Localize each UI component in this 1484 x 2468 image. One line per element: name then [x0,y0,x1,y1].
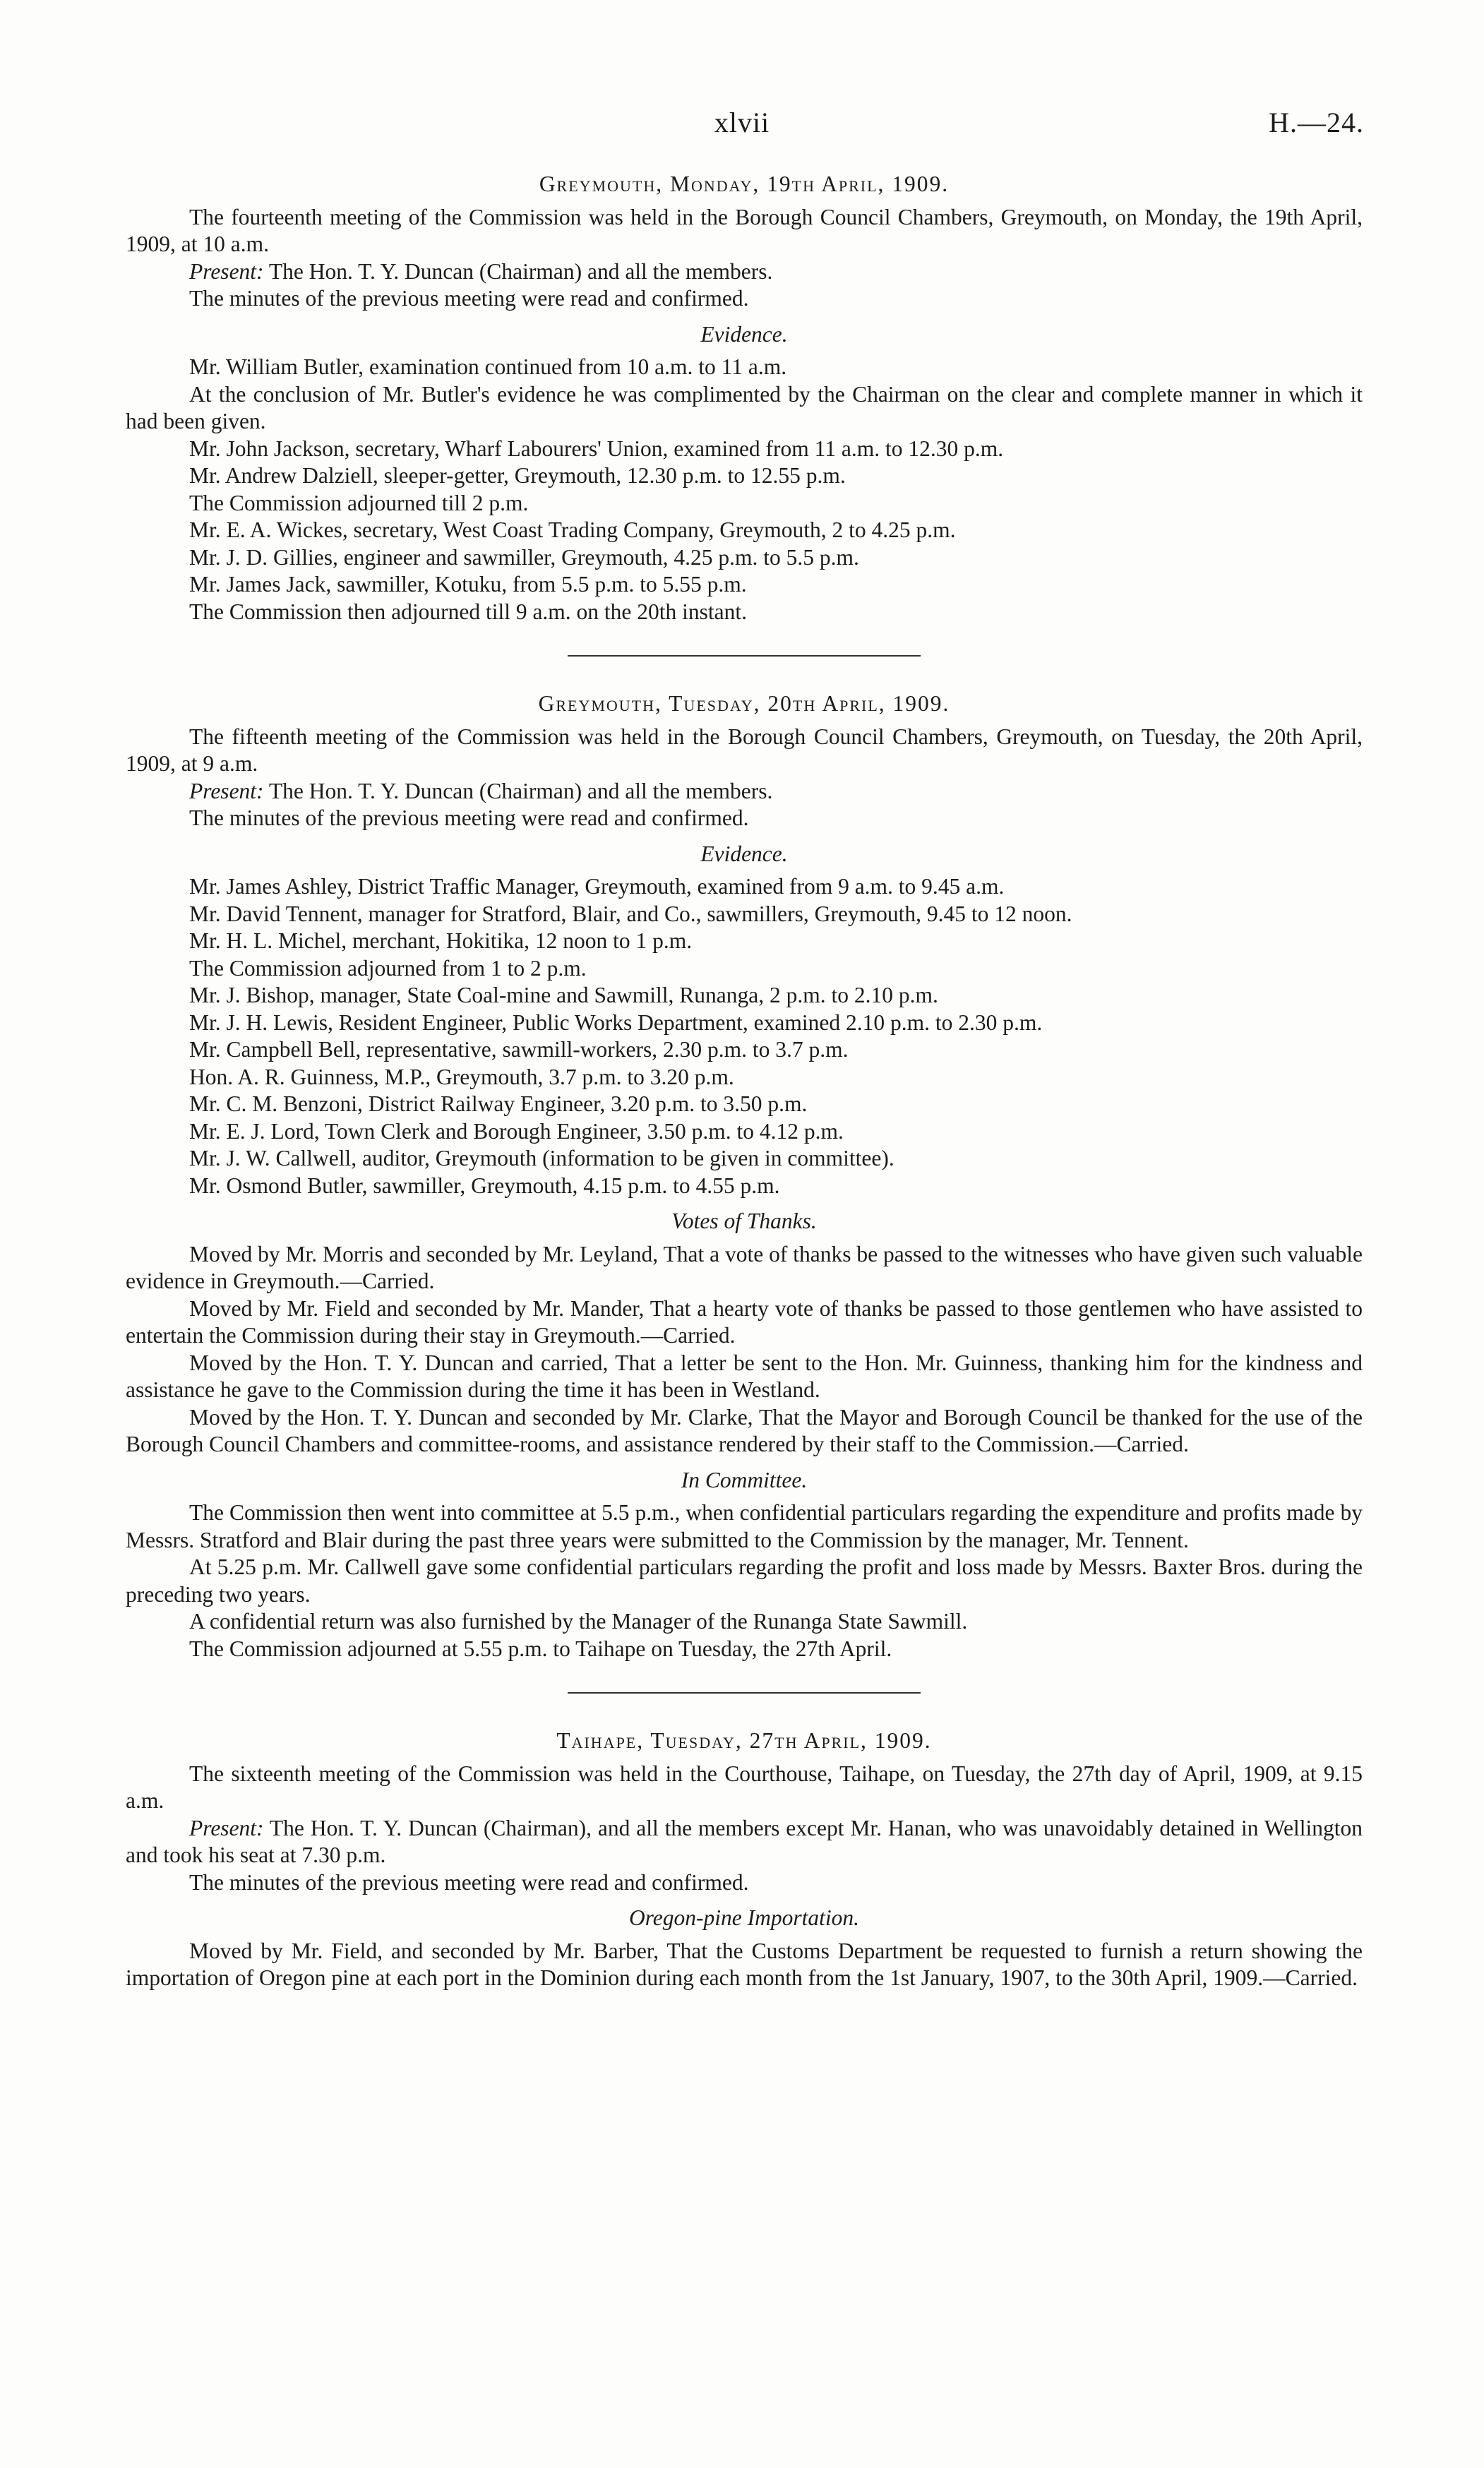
section-divider [568,1692,921,1694]
paragraph: At 5.25 p.m. Mr. Callwell gave some confidential particulars regarding the profit and loss made by Messrs. Baxter Bros. during the preceding two years. [126,1555,1363,1607]
paragraph: The minutes of the previous meeting were read and confirmed. [189,286,749,311]
paragraph: Hon. A. R. Guinness, M.P., Greymouth, 3.7 p.m. to 3.20 p.m. [189,1064,734,1089]
paragraph: Mr. E. J. Lord, Town Clerk and Borough Engineer, 3.50 p.m. to 4.12 p.m. [189,1118,844,1144]
paragraph: Mr. Campbell Bell, representative, sawmill-workers, 2.30 p.m. to 3.7 p.m. [189,1037,849,1062]
paragraph: At the conclusion of Mr. Butler's evidence he was complimented by the Chairman on the clear and complete manner in which it had been given. [126,381,1363,433]
paragraph: The Commission then adjourned till 9 a.m. on the 20th instant. [189,599,748,624]
section-divider [568,655,921,657]
paragraph: Mr. H. L. Michel, merchant, Hokitika, 12 noon to 1 p.m. [189,928,693,953]
paragraph: The fifteenth meeting of the Commission was held in the Borough Council Chambers, Greymouth, on Tuesday, the 20th April, 1909, at 9 a.m. [126,724,1363,776]
subsection-heading: In Committee. [681,1467,808,1492]
paragraph [126,778,1363,805]
page-header [0,106,1484,155]
paragraph: Mr. J. H. Lewis, Resident Engineer, Public Works Department, examined 2.10 p.m. to 2.30 p.m. [189,1010,1043,1035]
paragraph: Mr. C. M. Benzoni, District Railway Engineer, 3.20 p.m. to 3.50 p.m. [189,1091,808,1116]
paragraph: Mr. Osmond Butler, sawmiller, Greymouth, 4.15 p.m. to 4.55 p.m. [189,1173,780,1198]
subsection-heading: Oregon-pine Importation. [628,1905,860,1930]
subsection-heading: Votes of Thanks. [671,1209,817,1233]
document-body [126,171,1363,1992]
subsection-heading: Evidence. [700,321,788,347]
paragraph: Moved by the Hon. T. Y. Duncan and seconded by Mr. Clarke, That the Mayor and Borough Council be thanked for the use of the Borough Council Chambers and committee-rooms, and assistance rendered by their staff to the Commission.—Carried. [126,1404,1363,1456]
present-label: Present: [189,1815,264,1840]
paragraph: The Commission adjourned from 1 to 2 p.m. [189,955,587,981]
present-text: The Hon. T. Y. Duncan (Chairman), and all the members except Mr. Hanan, who was unavoidably detained in Wellington and took his seat at 7.30 p.m. [126,1815,1363,1867]
paragraph [126,258,1363,286]
present-text: The Hon. T. Y. Duncan (Chairman) and all the members. [263,258,773,284]
paragraph: Mr. David Tennent, manager for Stratford, Blair, and Co., sawmillers, Greymouth, 9.45 to 12 noon. [189,901,1072,926]
paragraph: Mr. James Jack, sawmiller, Kotuku, from 5.5 p.m. to 5.55 p.m. [189,572,747,597]
paragraph: Mr. John Jackson, secretary, Wharf Labourers' Union, examined from 11 a.m. to 12.30 p.m. [189,436,1004,461]
section-title: Taihape, Tuesday, 27th April, 1909. [556,1728,932,1753]
paragraph: The minutes of the previous meeting were read and confirmed. [189,1869,749,1895]
document-reference: H.—24. [1269,107,1364,138]
present-label: Present: [189,778,264,803]
paragraph: The fourteenth meeting of the Commission was held in the Borough Council Chambers, Greymouth, on Monday, the 19th April, 1909, at 10 a.m. [126,204,1363,256]
paragraph: Mr. William Butler, examination continued from 10 a.m. to 11 a.m. [189,354,787,379]
present-text: The Hon. T. Y. Duncan (Chairman) and all the members. [263,778,773,803]
paragraph: Mr. J. Bishop, manager, State Coal-mine and Sawmill, Runanga, 2 p.m. to 2.10 p.m. [189,983,938,1007]
paragraph: Moved by Mr. Morris and seconded by Mr. Leyland, That a vote of thanks be passed to the witnesses who have given such valuable evidence in Greymouth.—Carried. [126,1241,1363,1293]
meeting-section [126,690,1363,1663]
paragraph: Moved by the Hon. T. Y. Duncan and carried, That a letter be sent to the Hon. Mr. Guinness, thanking him for the kindness and assistance he gave to the Commission during the time it has been in Westland. [126,1350,1363,1402]
paragraph: Moved by Mr. Field and seconded by Mr. Mander, That a hearty vote of thanks be passed to those gentlemen who have assisted to entertain the Commission during their stay in Greymouth.—Carried. [126,1295,1363,1348]
paragraph: Mr. James Ashley, District Traffic Manager, Greymouth, examined from 9 a.m. to 9.45 a.m. [189,874,1005,899]
meeting-section [126,171,1363,625]
paragraph [126,1815,1363,1869]
section-title: Greymouth, Tuesday, 20th April, 1909. [538,691,950,716]
paragraph: Moved by Mr. Field, and seconded by Mr. Barber, That the Customs Department be requested to furnish a return showing the importation of Oregon pine at each port in the Dominion during each month from the 1st January, 1907, to the 30th April, 1909.—Carried. [126,1938,1363,1990]
paragraph: The Commission then went into committee at 5.5 p.m., when confidential particulars regarding the expenditure and profits made by Messrs. Stratford and Blair during the past three years were submitted to the Commission by the manager, Mr. Tennent. [126,1500,1363,1552]
paragraph: Mr. J. D. Gillies, engineer and sawmiller, Greymouth, 4.25 p.m. to 5.5 p.m. [189,544,859,570]
paragraph: Mr. E. A. Wickes, secretary, West Coast Trading Company, Greymouth, 2 to 4.25 p.m. [189,517,956,542]
paragraph: The Commission adjourned at 5.55 p.m. to Taihape on Tuesday, the 27th April. [189,1636,892,1661]
section-title: Greymouth, Monday, 19th April, 1909. [539,172,950,196]
page-number: xlvii [714,107,770,138]
paragraph: The minutes of the previous meeting were read and confirmed. [189,805,749,830]
paragraph: Mr. J. W. Callwell, auditor, Greymouth (information to be given in committee). [189,1146,894,1170]
paragraph: A confidential return was also furnished by the Manager of the Runanga State Sawmill. [189,1609,968,1634]
subsection-heading: Evidence. [700,841,788,866]
paragraph: Mr. Andrew Dalziell, sleeper-getter, Greymouth, 12.30 p.m. to 12.55 p.m. [189,463,846,488]
present-label: Present: [189,258,264,284]
paragraph: The Commission adjourned till 2 p.m. [189,490,529,515]
paragraph: The sixteenth meeting of the Commission was held in the Courthouse, Taihape, on Tuesday, the 27th day of April, 1909, at 9.15 a.m. [126,1761,1363,1813]
meeting-section [126,1727,1363,1992]
